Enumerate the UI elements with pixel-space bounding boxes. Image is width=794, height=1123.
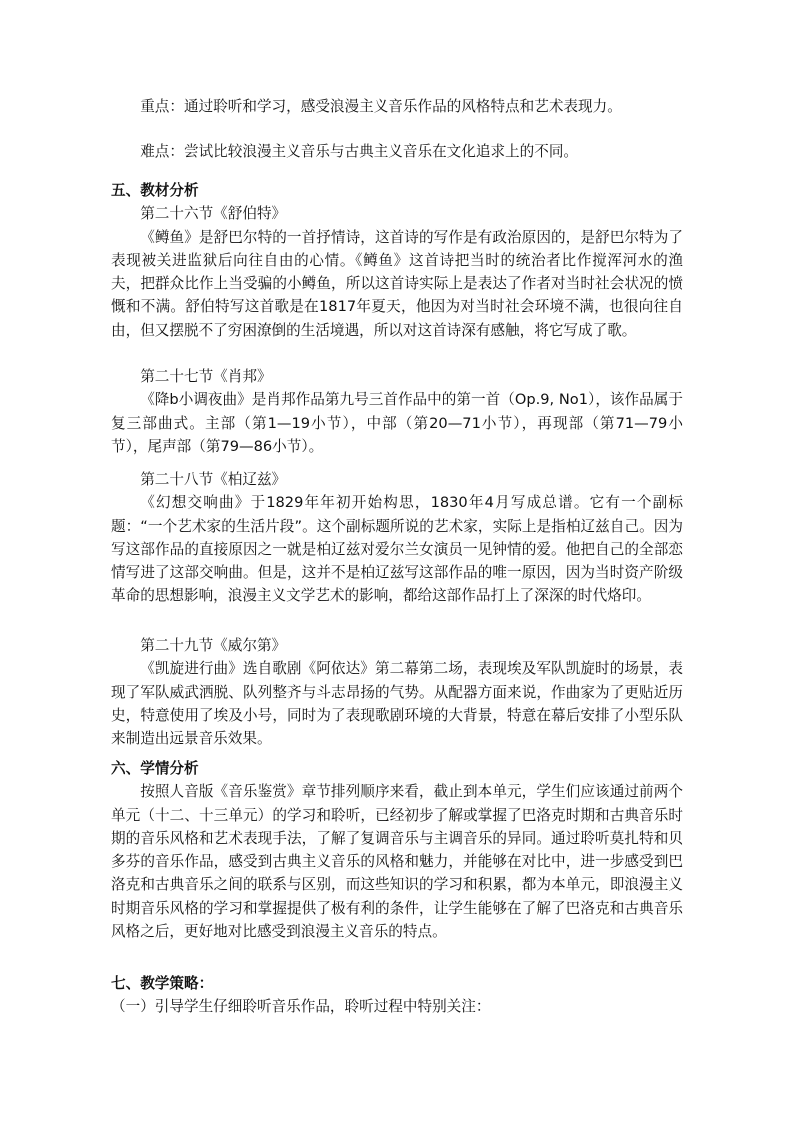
strategy-item: （一）引导学生仔细聆听音乐作品，聆听过程中特别关注： bbox=[111, 998, 491, 1016]
lesson-body: 《鳟鱼》是舒巴尔特的一首抒情诗，这首诗的写作是有政治原因的，是舒巴尔特为了表现被关进监狱后向往自由的心情。《鳟鱼》这首诗把当时的统治者比作搅浑河水的渔夫，把群众比作上当受骗的小鳟鱼，所以这首诗实际上是表达了作者对当时社会状况的愤慨和不满。舒伯特写这首歌是在1817年夏天，他因为对当时社会环境不满，也很向往自由，但又摆脱不了穷困潦倒的生活境遇，所以对这首诗深有感触，将它写成了歌。 bbox=[111, 228, 683, 339]
lesson-body: 《降b小调夜曲》是肖邦作品第九号三首作品中的第一首（Op.9, No1），该作品属于复三部曲式。主部（第1—19小节），中部（第20—71小节），再现部（第71—79小节），尾声部（第79—86小节）。 bbox=[111, 391, 683, 455]
section-heading: 五、教材分析 bbox=[111, 182, 199, 199]
section-teaching-strategy bbox=[111, 972, 683, 1019]
lesson-title: 第二十八节《柏辽兹》 bbox=[140, 471, 287, 488]
section-student-analysis bbox=[111, 757, 683, 943]
section-heading: 六、学情分析 bbox=[111, 760, 199, 777]
lesson-body: 《幻想交响曲》于1829年年初开始构思，1830年4月写成总谱。它有一个副标题：“一个艺术家的生活片段”。这个副标题所说的艺术家，实际上是指柏辽兹自己。因为写这部作品的直接原因之一就是柏辽兹对爱尔兰女演员一见钟情的爱。他把自己的全部恋情写进了这部交响曲。但是，这并不是柏辽兹写这部作品的唯一原因，因为当时资产阶级革命的思想影响，浪漫主义文学艺术的影响，都给这部作品打上了深深的时代烙印。 bbox=[111, 494, 683, 605]
section-heading: 七、教学策略： bbox=[111, 975, 214, 992]
lesson-title: 第二十七节《肖邦》 bbox=[140, 368, 272, 385]
section-teaching-material bbox=[111, 179, 683, 342]
difficulty-text: 难点：尝试比较浪漫主义音乐与古典主义音乐在文化追求上的不同。 bbox=[140, 143, 579, 160]
lesson-berlioz bbox=[111, 468, 683, 608]
lesson-chopin bbox=[111, 365, 683, 458]
key-point-text: 重点：通过聆听和学习，感受浪漫主义音乐作品的风格特点和艺术表现力。 bbox=[140, 98, 622, 115]
section-body: 按照人音版《音乐鉴赏》章节排列顺序来看，截止到本单元，学生们应该通过前两个单元（十二、十三单元）的学习和聆听，已经初步了解或掌握了巴洛克时期和古典音乐时期的音乐风格和艺术表现手法，了解了复调音乐与主调音乐的异同。通过聆听莫扎特和贝多芬的音乐作品，感受到古典主义音乐的风格和魅力，并能够在对比中，进一步感受到巴洛克和古典音乐之间的联系与区别，而这些知识的学习和积累，都为本单元，即浪漫主义时期音乐风格的学习和掌握提供了极有利的条件，让学生能够在了解了巴洛克和古典音乐风格之后，更好地对比感受到浪漫主义音乐的特点。 bbox=[111, 783, 683, 941]
lesson-title: 第二十六节《舒伯特》 bbox=[140, 205, 287, 223]
lesson-body: 《凯旋进行曲》选自歌剧《阿依达》第二幕第二场，表现埃及军队凯旋时的场景，表现了军队威武洒脱、队列整齐与斗志昂扬的气势。从配器方面来说，作曲家为了更贴近历史，特意使用了埃及小号，同时为了表现歌剧环境的大背景，特意在幕后安排了小型乐队来制造出远景音乐效果。 bbox=[111, 660, 683, 748]
lesson-verdi bbox=[111, 634, 683, 750]
lesson-title: 第二十九节《威尔第》 bbox=[140, 637, 287, 654]
